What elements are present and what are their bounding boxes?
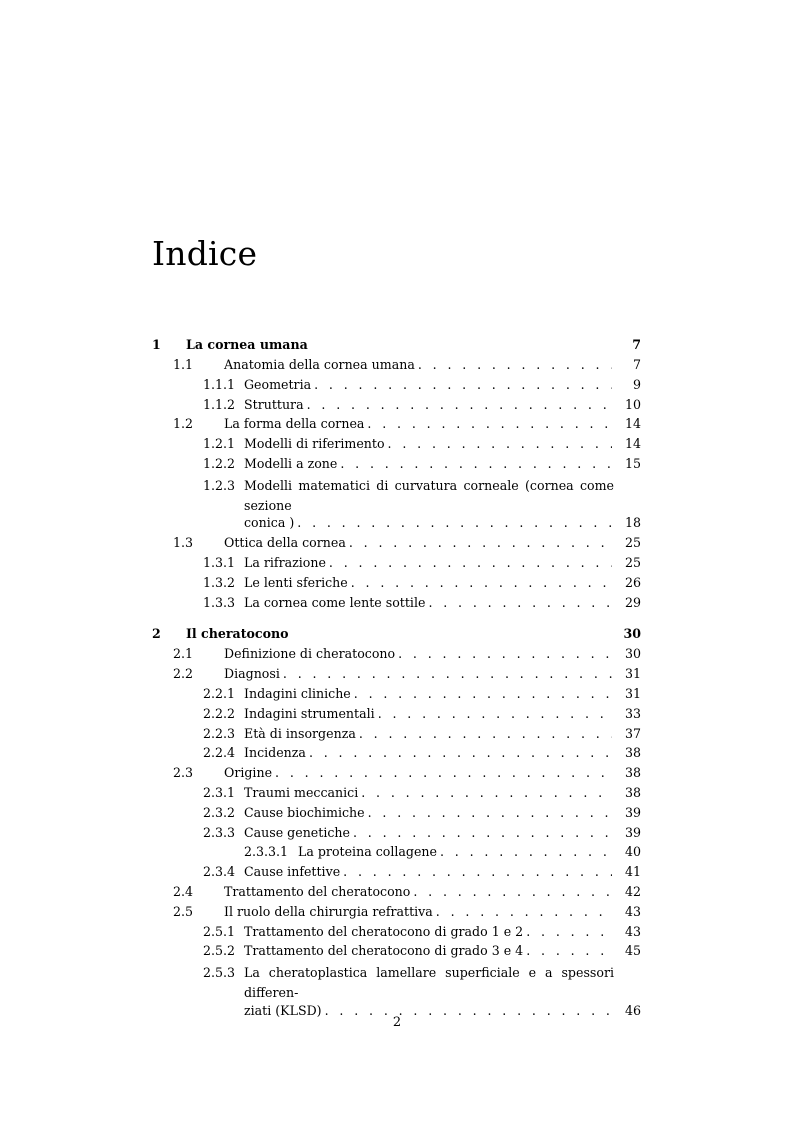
entry-number: 2 [152, 626, 161, 642]
entry-page: 33 [624, 705, 641, 721]
entry-number: 2.2.1 [203, 685, 236, 701]
dot-leader [526, 924, 612, 939]
toc-section-entry[interactable] [152, 535, 641, 555]
entry-number: 2.5.3 [203, 965, 236, 981]
entry-title-continuation: ziati (KLSD) [244, 1002, 322, 1018]
dot-leader [388, 436, 612, 451]
entry-number: 2.3 [173, 765, 194, 781]
entry-title: Modelli di riferimento [244, 436, 385, 452]
toc-subsection-entry[interactable] [152, 805, 641, 825]
toc-subsection-entry[interactable] [152, 785, 641, 805]
entry-page: 37 [624, 725, 641, 741]
entry-number: 2.3.2 [203, 804, 236, 820]
toc-subsection-entry[interactable] [152, 706, 641, 726]
entry-page: 30 [624, 646, 641, 662]
toc-chapter-entry[interactable] [152, 626, 641, 646]
dot-leader [367, 416, 612, 431]
dot-leader [314, 377, 612, 392]
toc-subsection-entry[interactable] [152, 436, 641, 456]
entry-page: 31 [624, 666, 641, 682]
entry-title: Il ruolo della chirurgia refrattiva [224, 903, 433, 919]
entry-page: 43 [624, 923, 641, 939]
toc-section-entry[interactable] [152, 904, 641, 924]
entry-page: 38 [624, 745, 641, 761]
entry-number: 1.1.1 [203, 376, 236, 392]
toc-subsubsection-entry[interactable] [152, 844, 641, 864]
dot-leader [526, 943, 612, 958]
entry-number: 2.5.2 [203, 943, 236, 959]
entry-title: Origine [224, 765, 273, 781]
toc-subsection-entry[interactable] [152, 397, 641, 417]
entry-number: 1.1.2 [203, 396, 236, 412]
entry-title: Età di insorgenza [244, 725, 356, 741]
entry-title: Trattamento del cheratocono [224, 883, 411, 899]
entry-title-continuation: conica ) [244, 515, 295, 531]
dot-leader [440, 844, 612, 859]
entry-number: 1.2.1 [203, 436, 236, 452]
entry-title: La cornea umana [186, 337, 308, 352]
dot-leader [297, 515, 612, 530]
dot-leader [436, 904, 612, 919]
entry-title: Indagini strumentali [244, 705, 375, 721]
entry-title: La cheratoplastica lamellare superficiale e a spessori differen- [244, 965, 614, 1000]
entry-number: 2.2.3 [203, 725, 236, 741]
entry-title: La cornea come lente sottile [244, 594, 426, 610]
toc-section-entry[interactable] [152, 357, 641, 377]
dot-leader [329, 555, 612, 570]
entry-number: 2.3.4 [203, 864, 236, 880]
toc-subsection-entry[interactable] [152, 456, 641, 476]
toc-section-entry[interactable] [152, 416, 641, 436]
page-title: Indice [152, 234, 258, 273]
entry-title: La proteina collagene [298, 844, 437, 860]
entry-page: 29 [624, 594, 641, 610]
toc-subsection-entry[interactable] [152, 555, 641, 575]
entry-title: Cause genetiche [244, 824, 350, 840]
entry-title: Cause biochimiche [244, 804, 365, 820]
dot-leader [283, 666, 612, 681]
entry-number: 1.3.2 [203, 574, 236, 590]
dot-leader [413, 884, 612, 899]
toc-subsection-entry[interactable] [152, 377, 641, 397]
entry-title: La forma della cornea [224, 416, 365, 432]
toc-section-entry[interactable] [152, 646, 641, 666]
toc-section-entry[interactable] [152, 666, 641, 686]
entry-page: 38 [624, 765, 641, 781]
entry-number: 1.2.3 [203, 477, 236, 493]
entry-page: 18 [624, 515, 641, 531]
entry-number: 2.2 [173, 666, 194, 682]
dot-leader [275, 765, 612, 780]
dot-leader [359, 726, 612, 741]
dot-leader [340, 456, 612, 471]
entry-number: 1.3.1 [203, 554, 236, 570]
entry-page: 38 [624, 784, 641, 800]
entry-title: Cause infettive [244, 864, 341, 880]
entry-number: 2.1 [173, 646, 194, 662]
toc-subsection-entry[interactable] [152, 595, 641, 615]
entry-title: Ottica della cornea [224, 535, 346, 551]
entry-number: 2.2.4 [203, 745, 236, 761]
entry-title: Trattamento del cheratocono di grado 1 e 2 [244, 923, 524, 939]
entry-page: 15 [624, 455, 641, 471]
entry-number: 1.2 [173, 416, 194, 432]
entry-page: 30 [623, 626, 641, 642]
toc-subsection-entry[interactable] [152, 686, 641, 706]
entry-title: Struttura [244, 396, 304, 412]
entry-page: 31 [624, 685, 641, 701]
entry-title: Diagnosi [224, 666, 280, 682]
entry-number: 2.3.3.1 [244, 844, 289, 860]
dot-leader [398, 646, 612, 661]
entry-number: 1.3.3 [203, 594, 236, 610]
entry-page: 14 [624, 436, 641, 452]
entry-page: 39 [624, 804, 641, 820]
toc-subsection-entry[interactable] [152, 963, 641, 1022]
dot-leader [351, 575, 612, 590]
entry-title: Modelli matematici di curvatura corneale (cornea come sezione [244, 477, 614, 513]
toc-section-entry[interactable] [152, 884, 641, 904]
table-of-contents [152, 337, 641, 1035]
entry-page: 26 [624, 574, 641, 590]
entry-title: Le lenti sferiche [244, 574, 348, 590]
entry-page: 10 [624, 396, 641, 412]
toc-chapter-block [152, 337, 641, 614]
dot-leader [307, 397, 612, 412]
dot-leader [418, 357, 612, 372]
entry-page: 39 [624, 824, 641, 840]
entry-page: 25 [624, 554, 641, 570]
toc-chapter-block [152, 626, 641, 1022]
entry-title: Il cheratocono [186, 626, 289, 642]
entry-number: 1.1 [173, 357, 194, 372]
dot-leader [353, 825, 612, 840]
dot-leader [343, 864, 612, 879]
toc-subsection-entry[interactable] [152, 825, 641, 845]
entry-page: 9 [632, 376, 641, 392]
entry-number: 2.3.1 [203, 784, 236, 800]
entry-title: Modelli a zone [244, 455, 338, 471]
entry-number: 2.5 [173, 903, 194, 919]
entry-title: Traumi meccanici [244, 784, 359, 800]
dot-leader [354, 686, 612, 701]
toc-subsection-entry[interactable] [152, 924, 641, 944]
entry-page: 41 [624, 864, 641, 880]
toc-section-entry[interactable] [152, 765, 641, 785]
entry-title: Geometria [244, 376, 312, 392]
toc-subsection-entry[interactable] [152, 726, 641, 746]
entry-number: 1.3 [173, 535, 194, 551]
dot-leader [428, 595, 612, 610]
page-number: 2 [392, 1015, 402, 1030]
toc-subsection-entry[interactable] [152, 943, 641, 963]
entry-title: Indagini cliniche [244, 685, 351, 701]
entry-title: Trattamento del cheratocono di grado 3 e 4 [244, 943, 524, 959]
dot-leader [309, 745, 612, 760]
entry-page: 45 [624, 943, 641, 959]
dot-leader [361, 785, 612, 800]
entry-page: 7 [632, 337, 641, 352]
entry-page: 25 [624, 535, 641, 551]
entry-number: 2.2.2 [203, 705, 236, 721]
entry-page: 7 [632, 357, 641, 372]
entry-page: 14 [624, 416, 641, 432]
entry-page: 46 [624, 1002, 641, 1018]
dot-leader [349, 535, 612, 550]
toc-subsection-entry[interactable] [152, 575, 641, 595]
entry-number: 2.4 [173, 883, 194, 899]
entry-title: La rifrazione [244, 554, 326, 570]
entry-page: 40 [624, 844, 641, 860]
dot-leader [378, 706, 612, 721]
toc-chapter-entry[interactable] [152, 337, 641, 357]
toc-subsection-entry[interactable] [152, 745, 641, 765]
entry-number: 2.5.1 [203, 923, 236, 939]
toc-subsection-entry[interactable] [152, 476, 641, 535]
entry-page: 42 [624, 883, 641, 899]
dot-leader [368, 805, 612, 820]
entry-number: 1.2.2 [203, 455, 236, 471]
entry-title: Anatomia della cornea umana [224, 357, 415, 372]
entry-page: 43 [624, 903, 641, 919]
entry-title: Incidenza [244, 745, 306, 761]
entry-title: Definizione di cheratocono [224, 646, 396, 662]
entry-number: 2.3.3 [203, 824, 236, 840]
entry-number: 1 [152, 337, 161, 352]
toc-subsection-entry[interactable] [152, 864, 641, 884]
